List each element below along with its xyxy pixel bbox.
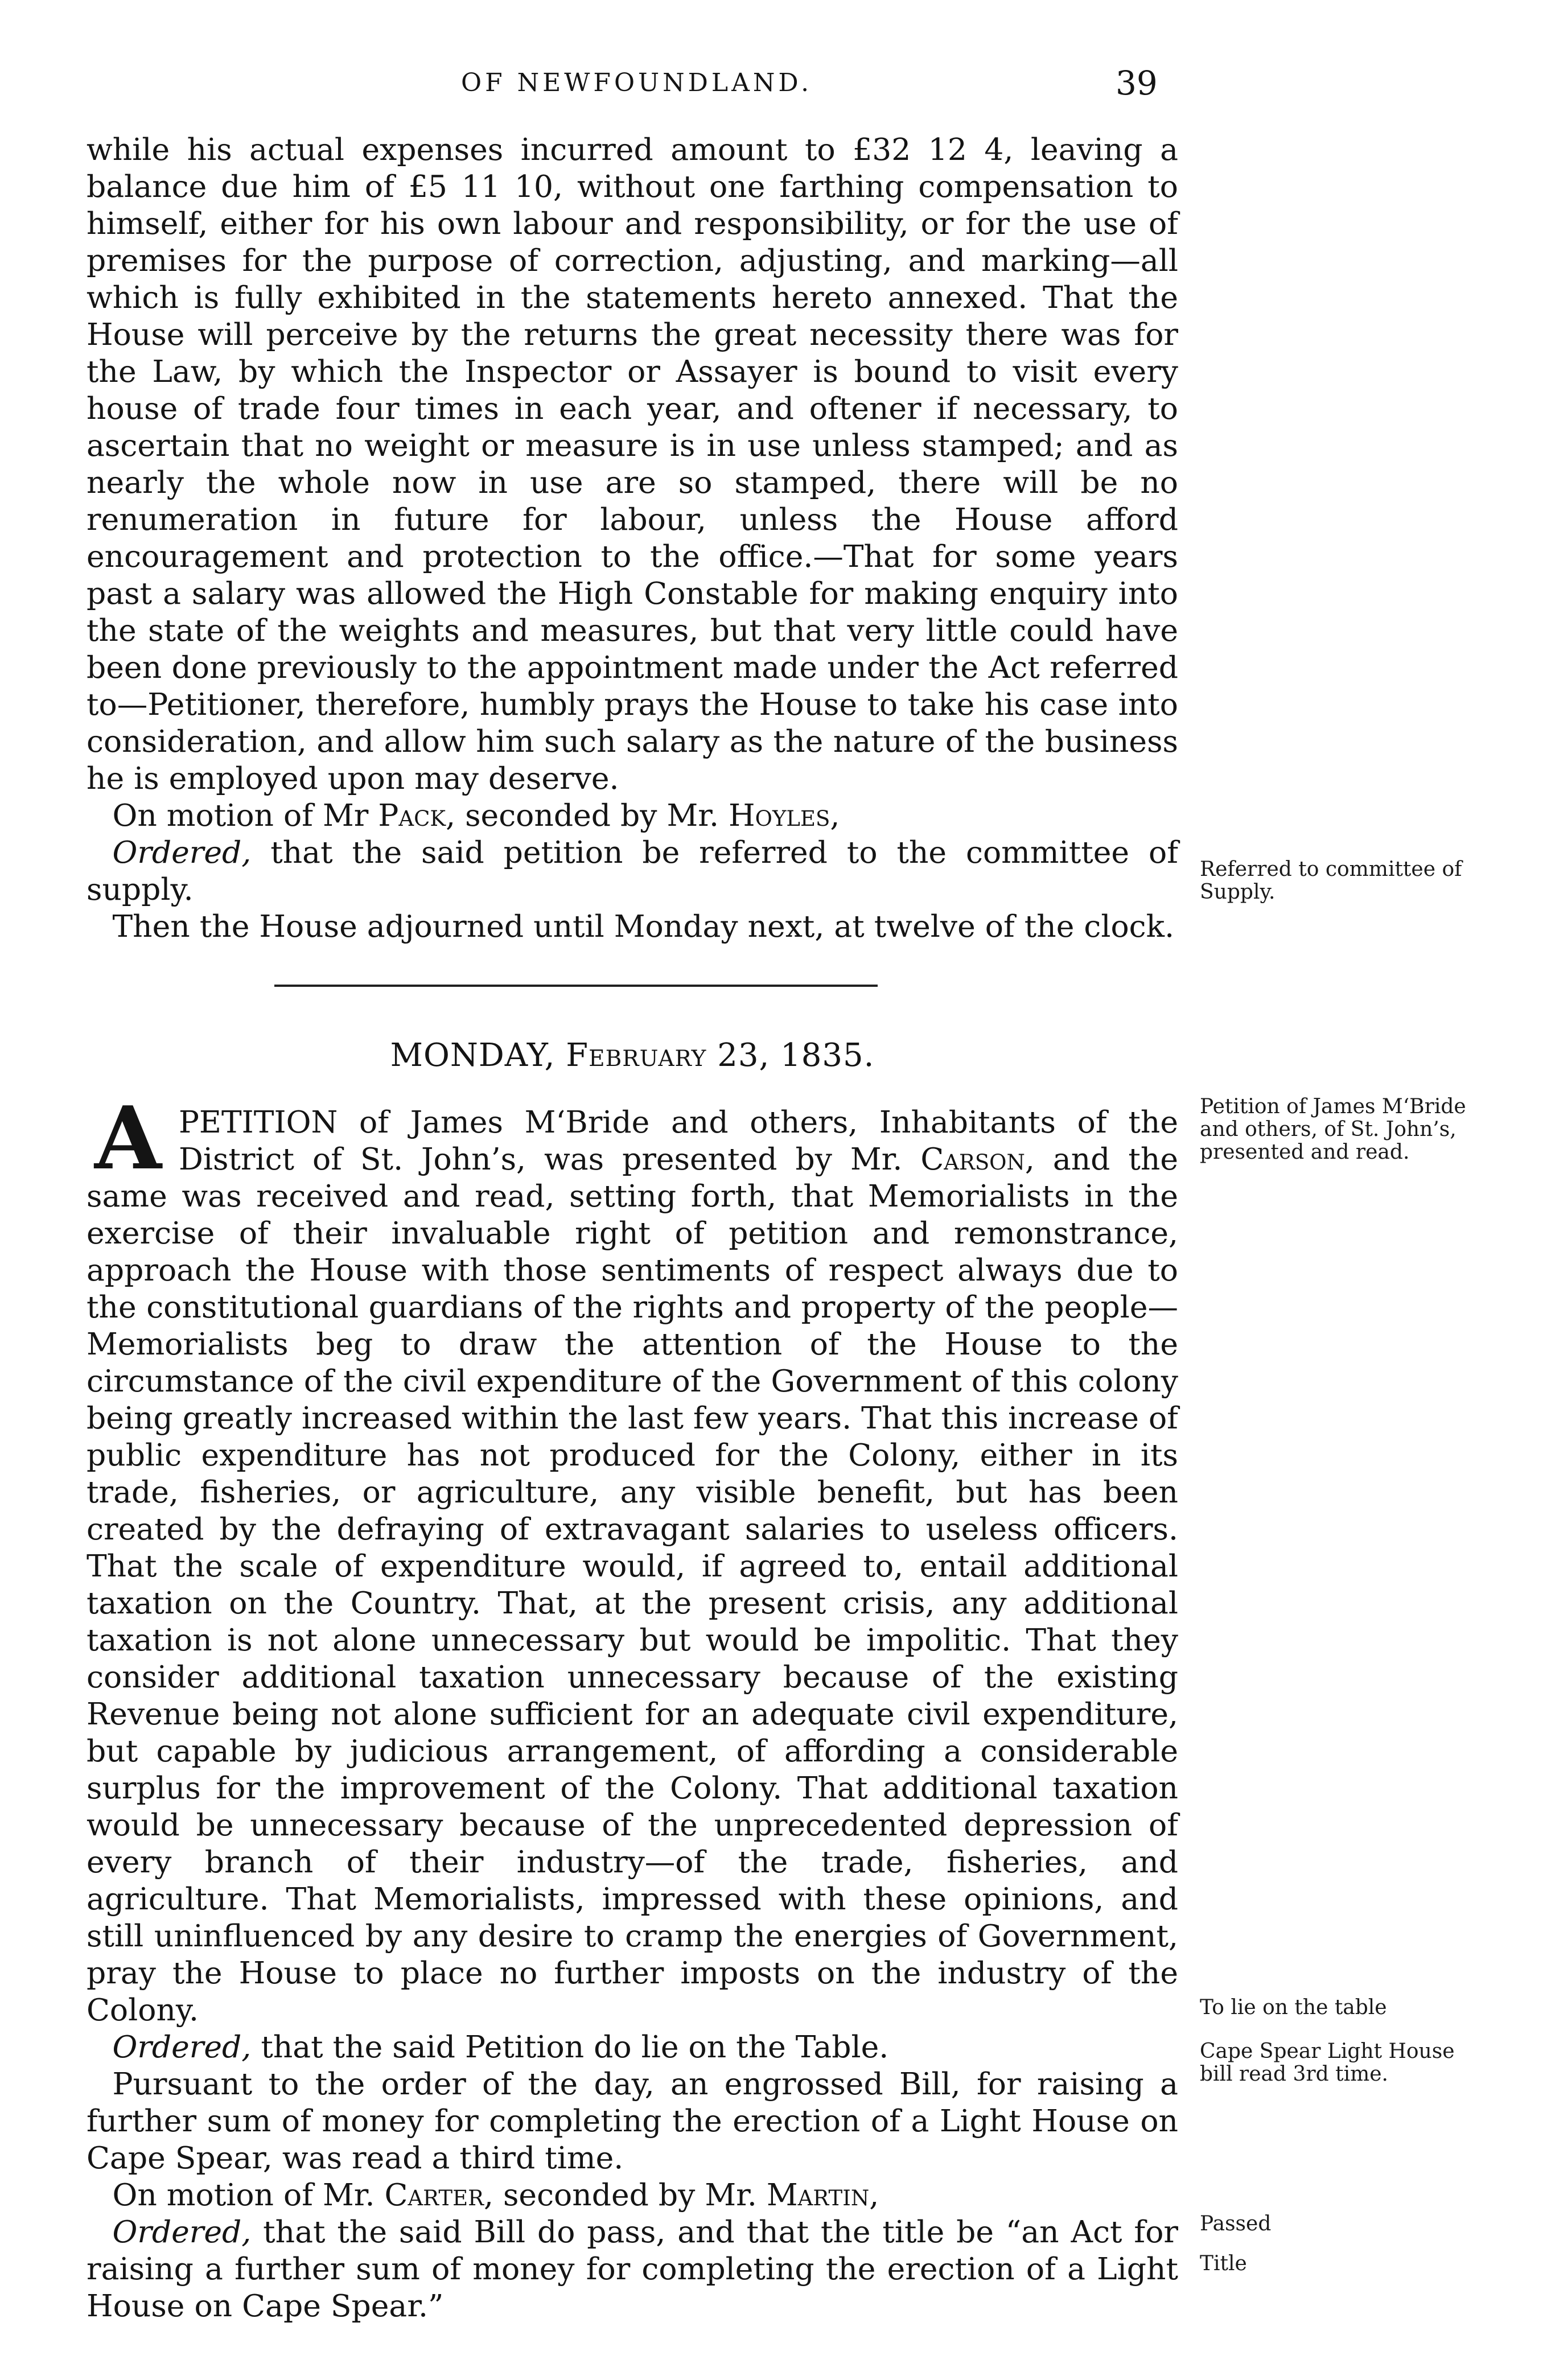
page-number: 39	[1116, 64, 1158, 102]
date-month: February	[566, 1037, 707, 1074]
drop-cap: A	[94, 1087, 162, 1189]
margin-note-passed: Passed	[1200, 2212, 1272, 2235]
section-divider	[274, 985, 878, 987]
motion-mover: Carter	[384, 2177, 484, 2213]
motion-suffix: ,	[869, 2177, 879, 2213]
ordered-bill-pass	[87, 2213, 1178, 2324]
date-heading	[87, 1037, 1178, 1074]
motion-suffix: ,	[830, 797, 840, 833]
adjournment: Then the House adjourned until Monday next, at twelve of the clock.	[112, 908, 1175, 944]
ordered-label: Ordered,	[112, 834, 252, 870]
margin-note-title: Title	[1200, 2252, 1247, 2275]
ordered-lie-on-table	[87, 2028, 1178, 2065]
motion-middle: , seconded by Mr.	[446, 797, 729, 833]
margin-note-referred: Referred to committee of Supply.	[1200, 858, 1462, 904]
paragraph-petition-continued: while his actual expenses incurred amount to £32 12 4, leaving a balance due him of £5 11 10, without one farthing compensation to himself, either for his own labour and responsibility, or for the use of premises for the purpose of correction, adjusting, and marking—all which is fully exhibited in the statements hereto annexed. That the House will perceive by the returns the great necessity there was for the Law, by which the Inspector or Assayer is bound to visit every house of trade four times in each year, and oftener if necessary, to ascertain that no weight or measure is in use unless stamped; and as nearly the whole now in use are so stamped, there will be no renumeration in future for labour, unless the House afford encouragement and protection to the office.—That for some years past a salary was allowed the High Constable for making enquiry into the state of the weights and measures, but that very little could have been done previously to the appointment made under the Act referred to—Petitioner, therefore, humbly prays the House to take his case into consideration, and allow him such salary as the nature of the business he is employed upon may deserve.	[87, 131, 1178, 796]
date-date: 23, 1835.	[717, 1037, 875, 1074]
petition-mbride	[87, 1087, 1178, 2028]
motion-carter	[87, 2176, 1178, 2213]
motion-seconder: Martin	[766, 2177, 870, 2213]
petition-presenter: Carson	[920, 1141, 1025, 1177]
petition-text: PETITION of James M‘Bride and others, Inhabitants of the District of St. John’s, was presented by Mr.	[178, 1104, 1178, 1177]
running-head: OF NEWFOUNDLAND.	[461, 68, 813, 97]
bill-third-reading: Pursuant to the order of the day, an engrossed Bill, for raising a further sum of money for completing the erection of a Light House on Cape Spear, was read a third time.	[87, 2066, 1178, 2176]
motion-mover: Pack	[378, 797, 446, 833]
ordered-label: Ordered,	[112, 2029, 252, 2065]
margin-note-lie-on-table: To lie on the table	[1200, 1996, 1387, 2019]
ordered-text: that the said Petition do lie on the Table.	[251, 2029, 889, 2065]
ordered-text: that the said petition be referred to the committee of supply.	[87, 834, 1178, 907]
motion-middle: , seconded by Mr.	[483, 2177, 767, 2213]
motion-prefix: On motion of Mr.	[112, 2177, 385, 2213]
margin-note-petition: Petition of James M‘Bride and others, of St. John’s, presented and read.	[1200, 1095, 1466, 1164]
ordered-referred	[87, 834, 1178, 908]
petition-text-2: , and the same was received and read, setting forth, that Memorialists in the exercise of their invaluable right of petition and remonstrance, approach the House with those sentiments of respect always due to the constitutional guardians of the rights and property of the people—Memorialists beg to draw the attention of the House to the circumstance of the civil expenditure of the Government of this colony being greatly increased within the last few years. That this increase of public expenditure has not produced for the Colony, either in its trade, fisheries, or agriculture, any visible benefit, but has been created by the defraying of extravagant salaries to useless officers. That the scale of expenditure would, if agreed to, entail additional taxation on the Country. That, at the present crisis, any additional taxation is not alone unnecessary but would be impolitic. That they consider additional taxation unnecessary because of the existing Revenue being not alone sufficient for an adequate civil expenditure, but capable by judicious arrangement, of affording a considerable surplus for the improvement of the Colony. That additional taxation would be unnecessary because of the unprecedented depression of every branch of their industry—of the trade, fisheries, and agriculture. That Memorialists, impressed with these opinions, and still uninfluenced by any desire to cramp the energies of Government, pray the House to place no further imposts on the industry of the Colony.	[87, 1141, 1178, 2028]
ordered-label: Ordered,	[112, 2214, 252, 2250]
motion-seconder: Hoyles	[728, 797, 830, 833]
margin-note-light-house: Cape Spear Light House bill read 3rd time.	[1200, 2040, 1455, 2086]
date-day: MONDAY,	[390, 1037, 556, 1074]
motion-prefix: On motion of Mr	[112, 797, 378, 833]
ordered-text: that the said Bill do pass, and that the title be “an Act for raising a further sum of money for completing the erection of a Light House on Cape Spear.”	[87, 2214, 1178, 2324]
main-text	[87, 131, 1178, 2324]
motion-pack	[87, 797, 1178, 834]
